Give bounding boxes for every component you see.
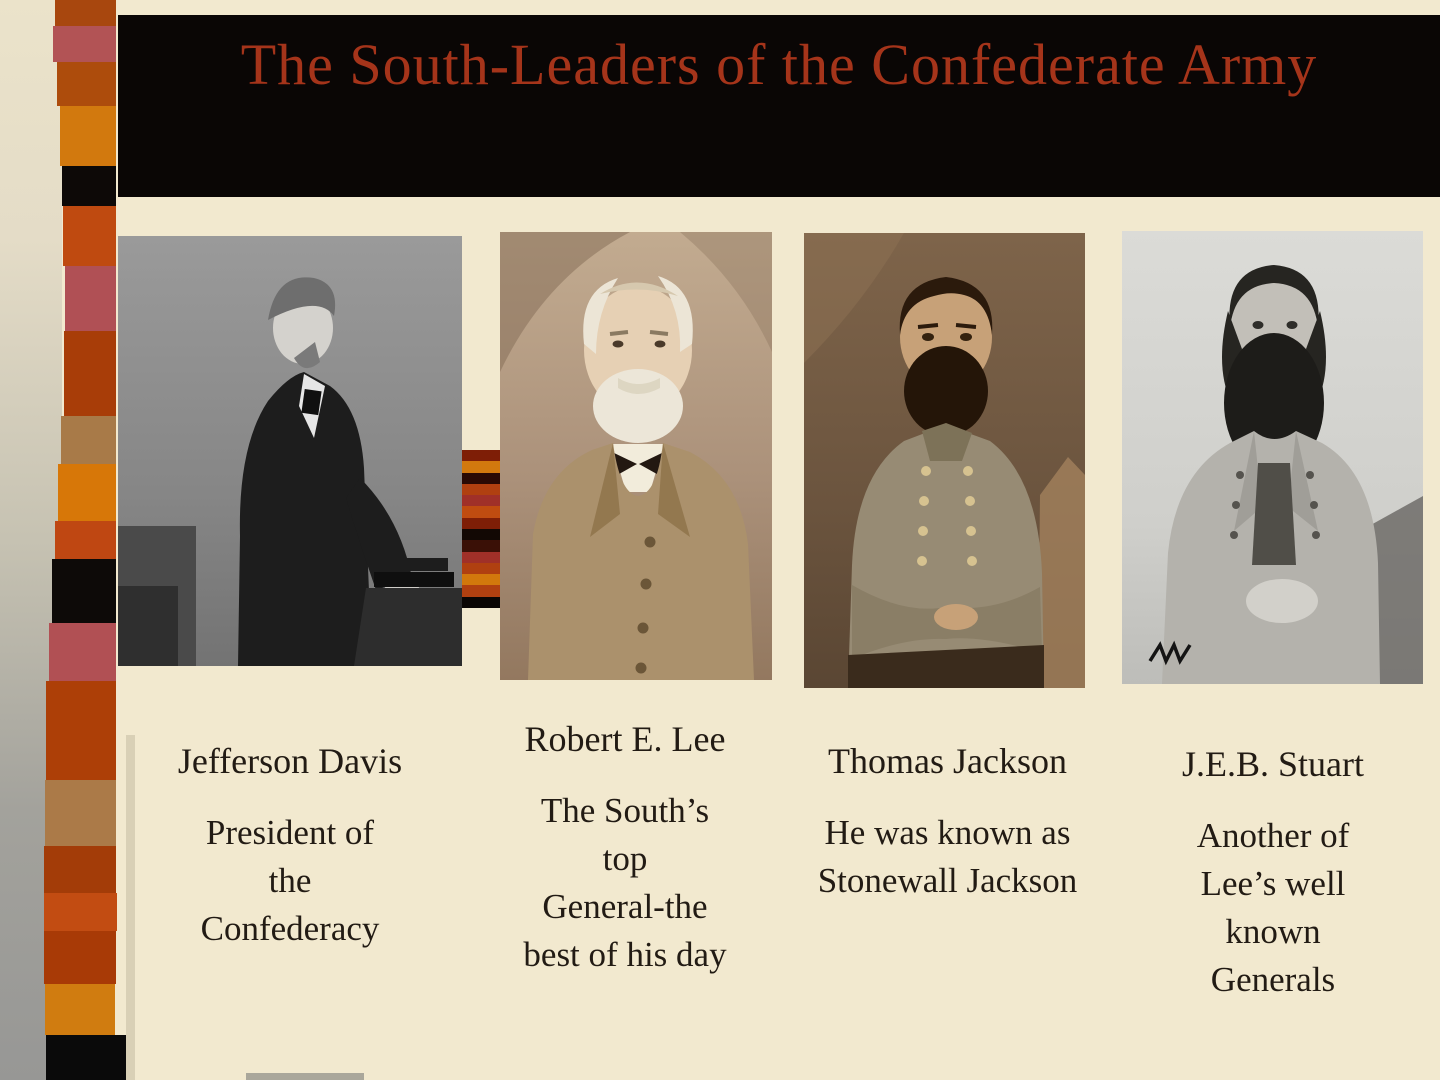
portrait-jefferson-davis [118, 236, 462, 666]
strip-band [52, 559, 116, 623]
ribbon-stripe [458, 552, 502, 563]
strip-band [45, 984, 115, 1035]
ribbon-stripe [458, 450, 502, 461]
strip-band [46, 1035, 130, 1080]
accent-ribbon [458, 450, 502, 608]
ribbon-stripe [458, 574, 502, 585]
leader-name: Jefferson Davis [177, 741, 403, 781]
leader-description: He was known as Stonewall Jackson [817, 813, 1078, 900]
strip-band [55, 0, 116, 26]
caption-jeb-stuart [1118, 740, 1428, 1004]
portrait-robert-e-lee [500, 232, 772, 680]
strip-band [64, 331, 116, 416]
robert-e-lee-photo [500, 232, 772, 680]
title-bar [118, 15, 1440, 197]
ribbon-stripe [458, 597, 502, 608]
strip-band [65, 266, 116, 331]
strip-band [57, 62, 116, 106]
slide-title: The South-Leaders of the Confederate Army [240, 32, 1318, 97]
ribbon-stripe [458, 473, 502, 484]
strip-band [62, 166, 116, 206]
leader-description: President of the Confederacy [200, 813, 380, 948]
ribbon-stripe [458, 484, 502, 495]
ribbon-stripe [458, 529, 502, 540]
strip-band [55, 521, 116, 559]
leader-name: J.E.B. Stuart [1181, 744, 1364, 784]
leader-name: Thomas Jackson [828, 741, 1067, 781]
strip-band [44, 846, 116, 893]
strip-band [63, 206, 116, 266]
ribbon-stripe [458, 540, 502, 551]
ribbon-stripe [458, 563, 502, 574]
thomas-jackson-photo [804, 233, 1085, 688]
strip-band [60, 106, 116, 166]
leader-name: Robert E. Lee [524, 719, 726, 759]
strip-band [53, 26, 116, 62]
ribbon-stripe [458, 506, 502, 517]
strip-band [44, 931, 116, 984]
jeb-stuart-photo [1122, 231, 1423, 684]
jefferson-davis-photo [118, 236, 462, 666]
leader-description: The South’s top General-the best of his day [523, 791, 727, 974]
bottom-page-shadow [246, 1073, 364, 1080]
strip-band [45, 780, 116, 846]
ribbon-stripe [458, 518, 502, 529]
strip-band [44, 893, 117, 931]
caption-robert-e-lee [470, 715, 780, 979]
caption-thomas-jackson [785, 737, 1110, 905]
leader-description: Another of Lee’s well known Generals [1196, 816, 1350, 999]
ribbon-stripe [458, 495, 502, 506]
portrait-jeb-stuart [1122, 231, 1423, 684]
ribbon-stripe [458, 585, 502, 596]
strip-band [46, 681, 116, 780]
caption-jefferson-davis [118, 737, 462, 953]
portrait-thomas-jackson [804, 233, 1085, 688]
strip-band [61, 416, 116, 464]
strip-band [58, 464, 116, 521]
strip-band [49, 623, 116, 681]
ribbon-stripe [458, 461, 502, 472]
